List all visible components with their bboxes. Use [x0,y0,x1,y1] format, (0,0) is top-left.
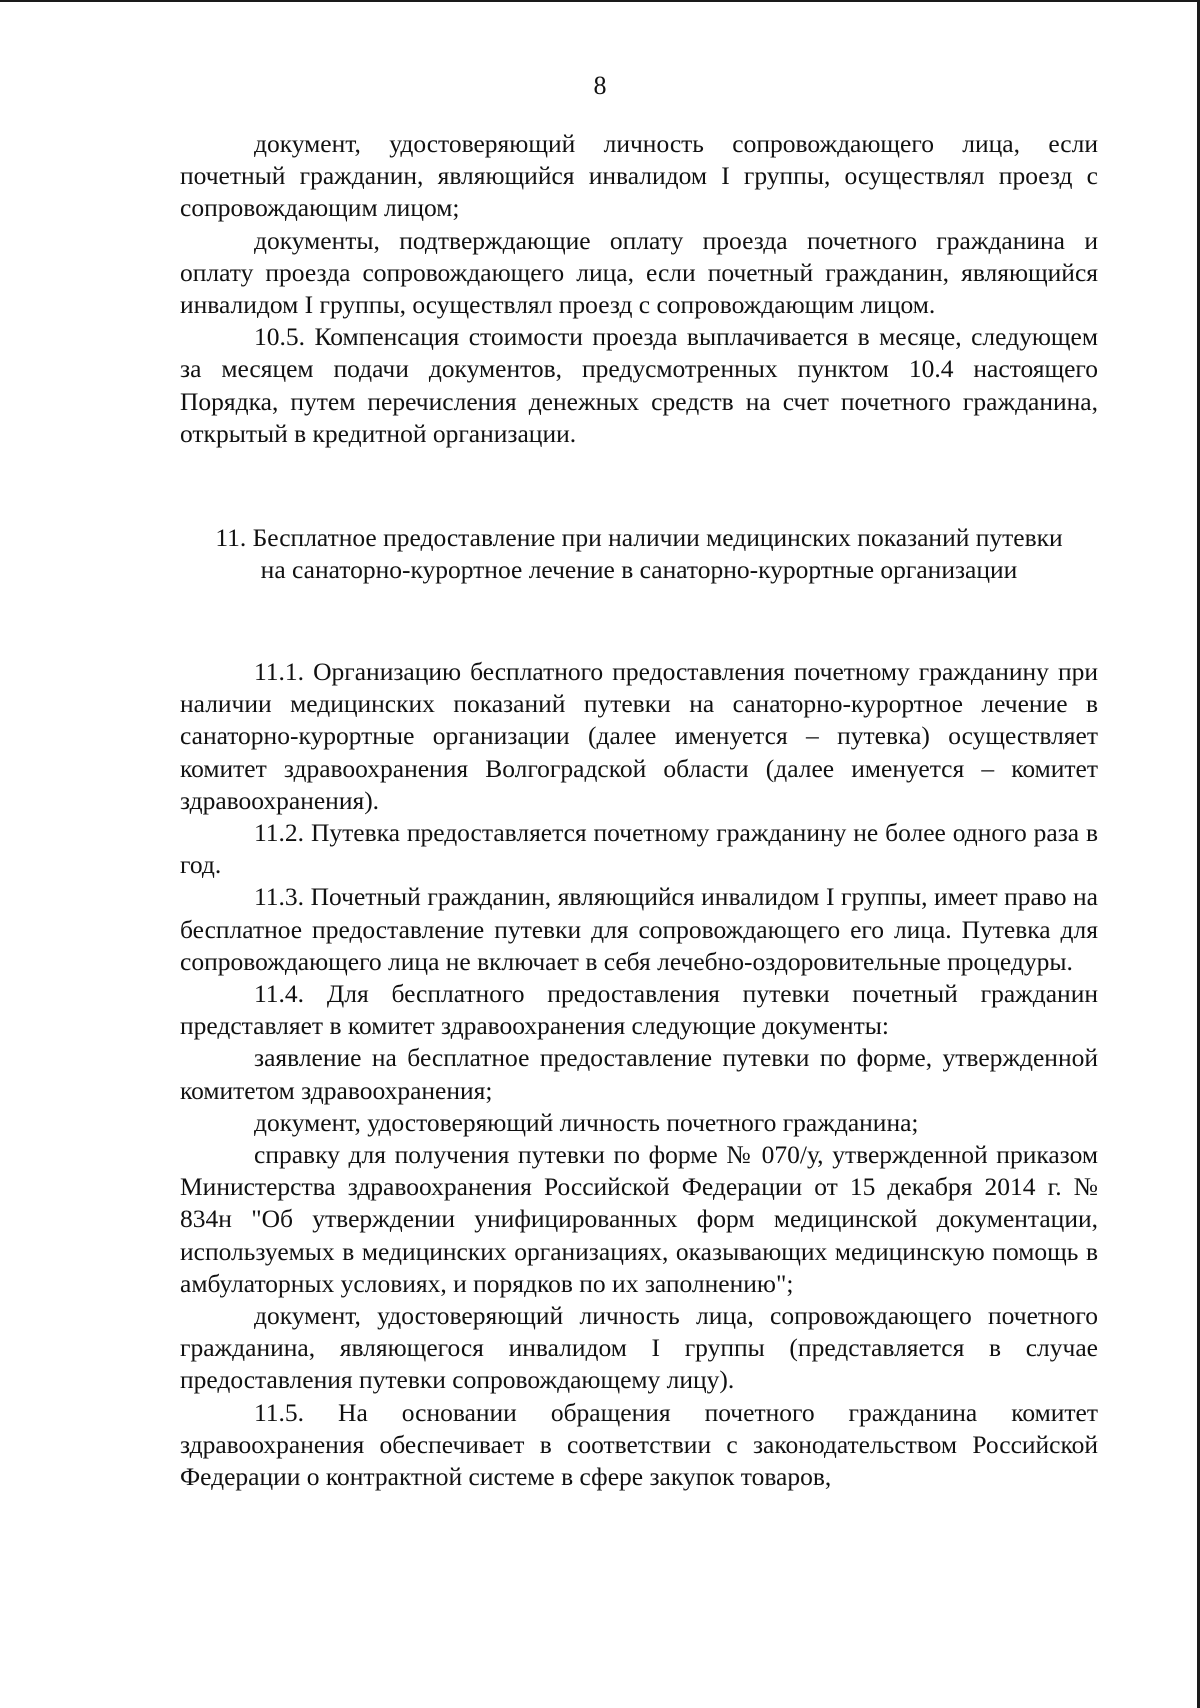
paragraph: 11.2. Путевка предоставляется почетному гражданину не более одного раза в год. [180,818,1098,880]
paragraph: заявление на бесплатное предоставление путевки по форме, утвержденной комитетом здравоохранения; [180,1043,1098,1105]
paragraph: документ, удостоверяющий личность сопровождающего лица, если почетный гражданин, являющийся инвалидом I группы, осуществлял проезд с сопровождающим лицом; [180,129,1098,223]
paragraph: 11.4. Для бесплатного предоставления путевки почетный гражданин представляет в комитет здравоохранения следующие документы: [180,979,1098,1041]
paragraph: документ, удостоверяющий личность лица, сопровождающего почетного гражданина, являющегося инвалидом I группы (представляется в случае предоставления путевки сопровождающему лицу). [180,1301,1098,1395]
paragraph: 10.5. Компенсация стоимости проезда выплачивается в месяце, следующем за месяцем подачи документов, предусмотренных пунктом 10.4 настоящего Порядка, путем перечисления денежных средств на счет почетного гражданина, открытый в кредитной организации. [180,322,1098,448]
paragraph: 11.1. Организацию бесплатного предоставления почетному гражданину при наличии медицинских показаний путевки на санаторно-курортное лечение в санаторно-курортные организации (далее именуется – путевка) осуществляет комитет здравоохранения Волгоградской области (далее именуется – комитет здравоохранения). [180,657,1098,815]
paragraph: справку для получения путевки по форме № 070/у, утвержденной приказом Министерства здравоохранения Российской Федерации от 15 декабря 2014 г. № 834н "Об утверждении унифицированных форм медицинской документации, используемых в медицинских организациях, оказывающих медицинскую помощь в амбулаторных условиях, и порядков по их заполнению"; [180,1140,1098,1298]
text-block-bottom [180,656,1098,1493]
paragraph: 11.3. Почетный гражданин, являющийся инвалидом I группы, имеет право на бесплатное предоставление путевки для сопровождающего его лица. Путевка для сопровождающего лица не включает в себя лечебно-оздоровительные процедуры. [180,882,1098,976]
paragraph: документ, удостоверяющий личность почетного гражданина; [254,1107,919,1137]
text-block-top [180,128,1098,450]
paragraph: 11.5. На основании обращения почетного гражданина комитет здравоохранения обеспечивает в соответствии с законодательством Российской Федерации о контрактной системе в сфере закупок товаров, [180,1397,1098,1492]
page-number: 8 [593,71,607,100]
section-heading: 11. Бесплатное предоставление при наличии медицинских показаний путевки на санаторно-курортное лечение в санаторно-курортные организации [215,523,1063,585]
paragraph: документы, подтверждающие оплату проезда почетного гражданина и оплату проезда сопровождающего лица, если почетный гражданин, являющийся инвалидом I группы, осуществлял проезд с сопровождающим лицом. [180,225,1098,320]
